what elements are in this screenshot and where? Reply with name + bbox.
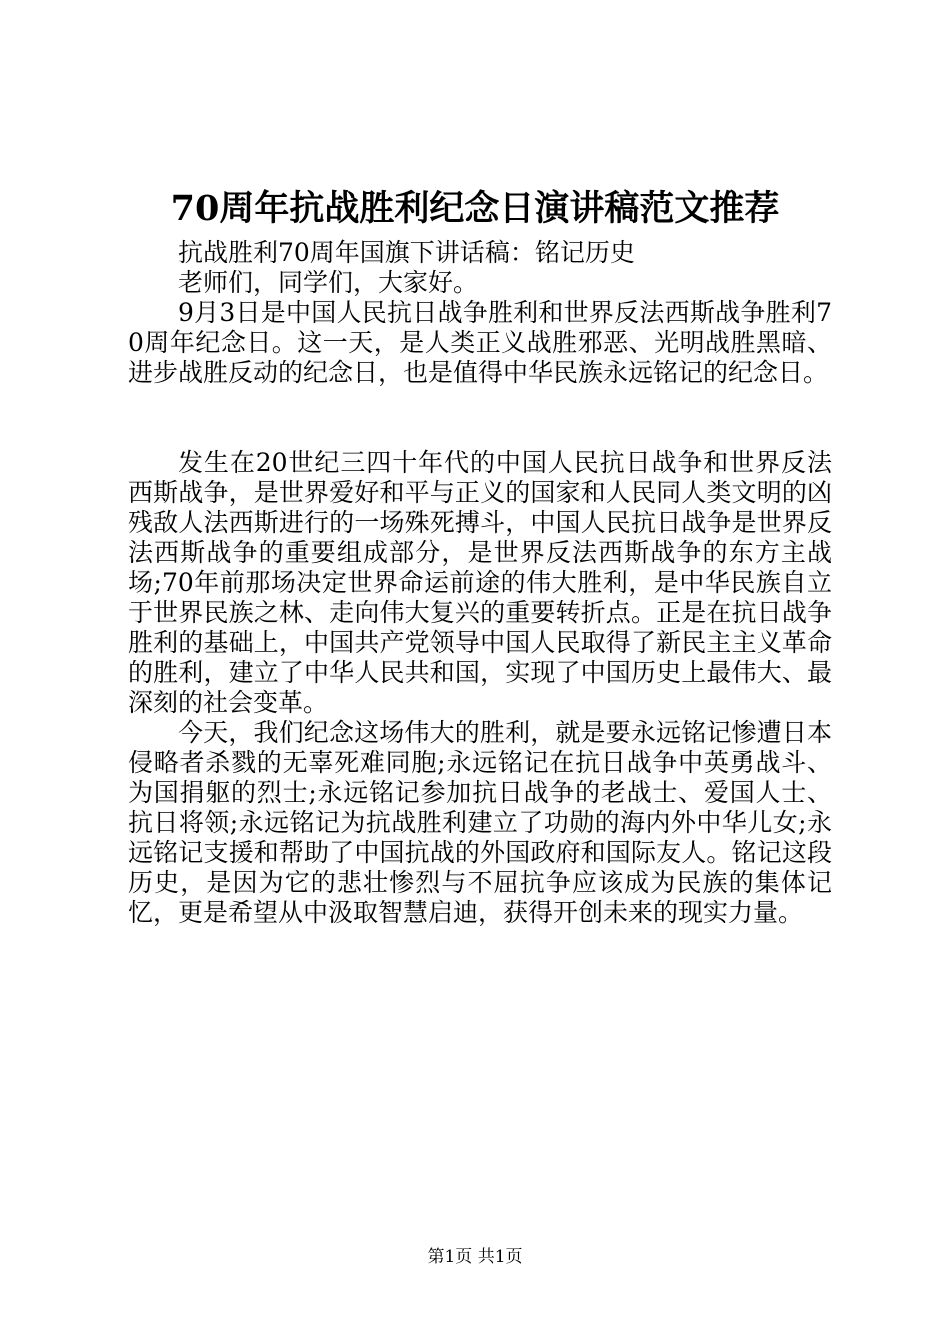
document-subtitle: 抗战胜利70周年国旗下讲话稿：铭记历史 (178, 238, 635, 267)
greeting-line: 老师们，同学们，大家好。 (178, 268, 479, 297)
document-title: 70周年抗战胜利纪念日演讲稿范文推荐 (170, 188, 780, 229)
paragraph-3: 今天，我们纪念这场伟大的胜利，就是要永远铭记惨遭日本侵略者杀戮的无辜死难同胞;永远铭记在抗日战争中英勇战斗、为国捐躯的烈士;永远铭记参加抗日战争的老战士、爱国人士、抗日将领;永远铭记为抗战胜利建立了功勋的海内外中华儿女;永远铭记支援和帮助了中国抗战的外国政府和国际友人。铭记这段历史，是因为它的悲壮惨烈与不屈抗争应该成为民族的集体记忆，更是希望从中汲取智慧启迪，获得开创未来的现实力量。 (128, 718, 832, 927)
document-body (128, 238, 832, 928)
paragraph-1: 9月3日是中国人民抗日战争胜利和世界反法西斯战争胜利70周年纪念日。这一天，是人类正义战胜邪恶、光明战胜黑暗、进步战胜反动的纪念日，也是值得中华民族永远铭记的纪念日。 (128, 298, 832, 387)
page-footer: 第1页 共1页 (427, 1247, 523, 1267)
paragraph-gap (128, 388, 832, 448)
paragraph-2: 发生在20世纪三四十年代的中国人民抗日战争和世界反法西斯战争，是世界爱好和平与正义的国家和人民同人类文明的凶残敌人法西斯进行的一场殊死搏斗，中国人民抗日战争是世界反法西斯战争的重要组成部分，是世界反法西斯战争的东方主战场;70年前那场决定世界命运前途的伟大胜利，是中华民族自立于世界民族之林、走向伟大复兴的重要转折点。正是在抗日战争胜利的基础上，中国共产党领导中国人民取得了新民主主义革命的胜利，建立了中华人民共和国，实现了中国历史上最伟大、最深刻的社会变革。 (128, 448, 832, 717)
